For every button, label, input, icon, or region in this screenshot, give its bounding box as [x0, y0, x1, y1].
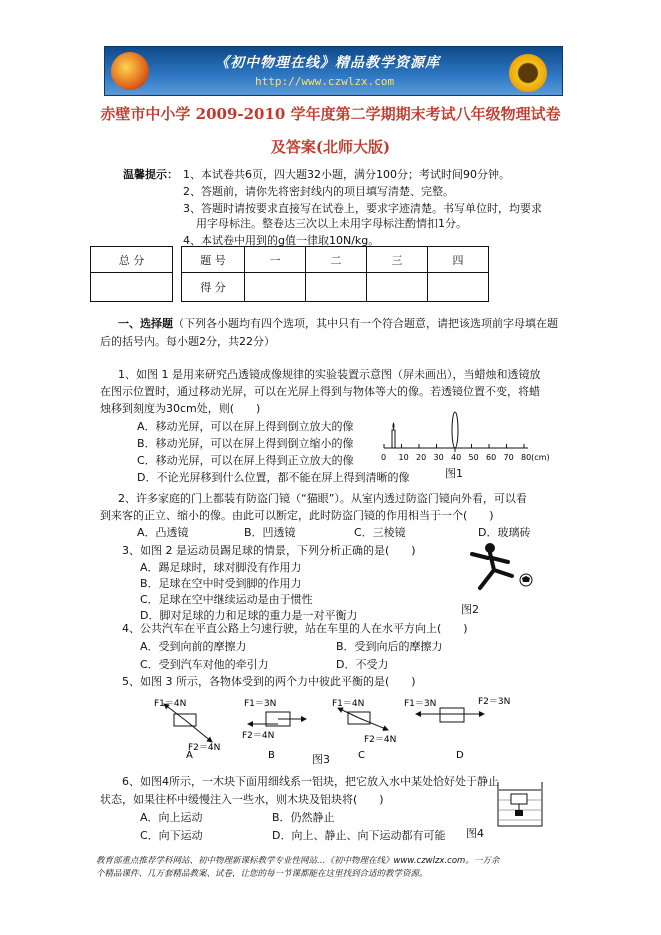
figure-1-label: 图1 — [445, 467, 463, 480]
banner-url[interactable]: http://www.czwlzx.com — [255, 75, 395, 88]
ruler-tick-label: 30 — [433, 453, 444, 462]
q1-stem: 1、如图 1 是用来研究凸透镜成像规律的实验装置示意图（屏未画出），当蜡烛和透镜放 — [118, 368, 541, 381]
force-label: F1＝4N — [332, 699, 365, 709]
q3-option: C．足球在空中继续运动是由于惯性 — [140, 593, 313, 606]
grade-score-cell[interactable] — [428, 273, 489, 302]
q1-stem: 烛移到刻度为30cm处，则( ) — [100, 402, 261, 415]
notice-item: 3、答题时请按要求直接写在试卷上，要求字迹清楚。书写单位时，均要求 — [183, 202, 542, 215]
diagram-letter: B — [268, 750, 275, 761]
notice-item: 用字母标注。整卷达三次以上未用字母标注酌情扣1分。 — [196, 217, 467, 230]
force-label: F1＝3N — [244, 699, 277, 709]
ruler-tick-label: 80(cm) — [521, 453, 550, 462]
page-title: 赤壁市中小学 2009-2010 学年度第二学期期末考试八年级物理试卷 — [100, 105, 561, 123]
q3-option: D．脚对足球的力和足球的重力是一对平衡力 — [140, 609, 358, 622]
q6-option: D．向上、静止、向下运动都有可能 — [272, 829, 446, 842]
ruler-tick-label: 60 — [486, 453, 497, 462]
figure-2-label: 图2 — [461, 603, 479, 616]
q4-option: B．受到向后的摩擦力 — [336, 640, 443, 653]
grade-header-cell: 三 — [367, 247, 428, 273]
q2-option: B．凹透镜 — [244, 526, 296, 539]
q2-stem: 2、许多家庭的门上都装有防盗门镜（“猫眼”）。从室内透过防盗门镜向外看，可以看 — [118, 492, 527, 505]
page-subtitle: 及答案(北师大版) — [270, 138, 391, 156]
total-score-cell[interactable] — [91, 273, 173, 302]
q6-option: A．向上运动 — [140, 811, 203, 824]
sunflower-icon — [506, 51, 550, 95]
banner-title: 《初中物理在线》精品教学资源库 — [215, 55, 440, 71]
notice-item: 1、本试卷共6页，四大题32小题，满分100分；考试时间90分钟。 — [183, 168, 510, 181]
q6-option: B．仍然静止 — [272, 811, 335, 824]
q3-stem: 3、如图 2 是运动员踢足球的情景，下列分析正确的是( ) — [122, 544, 416, 557]
force-label: F2＝4N — [242, 731, 275, 741]
ruler-tick-label: 70 — [503, 453, 514, 462]
notice-label: 温馨提示： — [123, 168, 178, 181]
grade-header-cell: 四 — [428, 247, 489, 273]
q2-stem: 到来客的正立、缩小的像。由此可以断定，此时防盗门镜的作用相当于一个( ) — [100, 509, 494, 522]
convex-lens-icon — [452, 412, 458, 448]
q1-option: C．移动光屏，可以在屏上得到正立放大的像 — [137, 454, 354, 467]
force-label: F2＝4N — [188, 743, 221, 753]
q2-option: D．玻璃砖 — [478, 526, 531, 539]
diagram-letter: C — [358, 750, 365, 761]
force-diagram-d — [404, 697, 510, 722]
section-heading-label: 一、选择题 — [118, 317, 173, 330]
q2-option: A．凸透镜 — [137, 526, 189, 539]
figure-4-label: 图4 — [466, 827, 484, 840]
grade-score-cell[interactable] — [245, 273, 306, 302]
q4-option: D．不受力 — [336, 658, 389, 671]
grade-score-cell[interactable] — [367, 273, 428, 302]
player-body-icon — [472, 553, 512, 588]
footer-line: 个精品课件、几万套精品教案、试卷，让您的每一节课都能在这里找到合适的教学资源。 — [96, 869, 428, 879]
section-heading — [118, 315, 558, 331]
ruler-tick-label: 50 — [468, 453, 479, 462]
q1-stem: 在图示位置时，通过移动光屏，可以在光屏上得到与物体等大的像。若透镜位置不变，将蜡 — [100, 385, 540, 398]
q3-option: A．踢足球时，球对脚没有作用力 — [140, 561, 302, 574]
footer-line: 教育部重点推荐学科网站、初中物理新课标教学专业性网站…《初中物理在线》www.czwlzx.com。一万余 — [96, 856, 500, 866]
force-diagram-b — [242, 699, 306, 741]
diagram-letter: A — [186, 750, 193, 761]
section-instructions-cont: 后的括号内。每小题2分，共22分） — [100, 335, 275, 348]
q6-stem: 状态，如果往杯中缓慢注入一些水，则木块及铝块将( ) — [100, 793, 384, 806]
force-arrow — [185, 720, 212, 742]
q3-option: B．足球在空中时受到脚的作用力 — [140, 577, 302, 590]
total-score-label: 总 分 — [91, 247, 173, 273]
ruler-tick-label: 20 — [416, 453, 427, 462]
wood-block-icon — [511, 794, 527, 804]
candle-icon — [392, 430, 395, 448]
total-score-table — [90, 246, 173, 302]
footer — [96, 855, 586, 881]
grade-header-cell: 二 — [306, 247, 367, 273]
q1-option: A．移动光屏，可以在屏上得到倒立放大的像 — [137, 420, 354, 433]
grade-header-cell: 一 — [245, 247, 306, 273]
q6-stem: 6、如图4所示，一木块下面用细线系一铝块，把它放入水中某处恰好处于静止 — [122, 775, 499, 788]
figure-2-soccer-player — [450, 540, 540, 600]
figure-3-force-diagrams — [148, 690, 518, 762]
q5-stem: 5、如图 3 所示，各物体受到的两个力中彼此平衡的是( ) — [122, 675, 416, 688]
q4-option: A．受到向前的摩擦力 — [140, 640, 247, 653]
q1-option: D．不论光屏移到什么位置，都不能在屏上得到清晰的像 — [137, 471, 410, 484]
notice-item: 4、本试卷中用到的g值一律取10N/kg。 — [183, 234, 380, 247]
force-label: F1＝3N — [404, 699, 437, 709]
ruler-tick-label: 40 — [451, 453, 462, 462]
force-diagram-c — [332, 699, 396, 745]
block-icon — [440, 708, 464, 722]
flame-icon — [393, 422, 395, 430]
aluminum-block-icon — [515, 810, 523, 816]
q1-option: B．移动光屏，可以在屏上得到倒立缩小的像 — [137, 437, 354, 450]
ruler-tick-label: 10 — [398, 453, 409, 462]
grade-score-label: 得 分 — [182, 273, 245, 302]
ruler-ticks — [381, 444, 550, 462]
grade-table — [181, 246, 489, 302]
figure-4-beaker — [494, 778, 546, 830]
grade-header-cell: 题 号 — [182, 247, 245, 273]
force-label: F2＝4N — [364, 735, 397, 745]
q2-option: C．三棱镜 — [354, 526, 406, 539]
header-banner — [104, 46, 563, 96]
section-instructions: （下列各小题均有四个选项，其中只有一个符合题意，请把该选项前字母填在题 — [173, 317, 558, 330]
figure-1-optical-bench — [378, 408, 564, 468]
logo-icon — [111, 52, 149, 90]
notice-item: 2、答题前，请你先将密封线内的项目填写清楚、完整。 — [183, 185, 454, 198]
q4-option: C．受到汽车对他的牵引力 — [140, 658, 269, 671]
force-label: F2＝3N — [478, 697, 511, 707]
figure-3-label: 图3 — [312, 753, 330, 766]
force-diagram-a — [154, 699, 220, 753]
force-label: F1＝4N — [154, 699, 187, 709]
q6-option: C．向下运动 — [140, 829, 203, 842]
grade-score-cell[interactable] — [306, 273, 367, 302]
ruler-tick-label: 0 — [381, 453, 387, 462]
q4-stem: 4、公共汽车在平直公路上匀速行驶，站在车里的人在水平方向上( ) — [122, 622, 468, 635]
diagram-letter: D — [456, 750, 464, 761]
